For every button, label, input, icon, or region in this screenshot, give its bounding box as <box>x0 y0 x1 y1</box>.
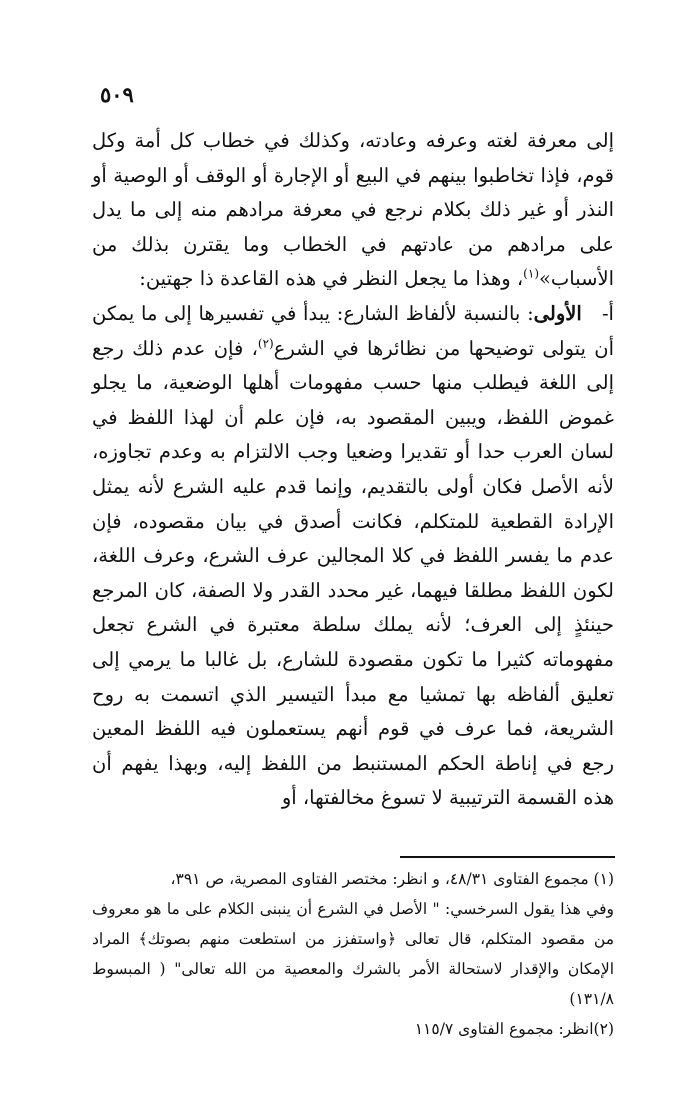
paragraph-1-tail: ، وهذا ما يجعل النظر في هذه القاعدة ذا جهتين: <box>139 267 524 291</box>
paragraph-1-text: إلى معرفة لغته وعرفه وعادته، وكذلك في خطاب كل أمة وكل قوم، فإذا تخاطبوا بينهم في البيع أو الإجارة أو الوقف أو الوصية أو النذر أو غير ذلك بكلام نرجع في معرفة مرادهم منه إلى ما يدل على مرادهم من عادتهم في الخطاب وما يقترن بذلك من الأسباب» <box>92 129 614 291</box>
footnotes <box>92 864 614 1044</box>
footnote-ref-2: (٢) <box>257 336 274 351</box>
page-number: ٥٠٩ <box>100 82 134 107</box>
footnote-2: (٢)انظر: مجموع الفتاوى ١١٥/٧ <box>414 1020 614 1038</box>
paragraph-2-lead: الأولى <box>533 301 582 325</box>
footnote-divider <box>400 856 615 858</box>
paragraph-2-text-a: : بالنسبة لألفاظ الشارع: يبدأ في تفسيرها إلى ما يمكن أن يتولى توضيحها من نظائرها في الشرع <box>92 301 614 360</box>
footnote-1-line-1: (١) مجموع الفتاوى ٤٨/٣١، و انظر: مختصر الفتاوى المصرية، ص ٣٩١، <box>170 870 614 888</box>
paragraph-1 <box>92 124 614 297</box>
list-marker-a: أ- <box>601 301 614 325</box>
paragraph-2 <box>92 297 614 816</box>
footnote-1-line-2: وفي هذا يقول السرخسي: " الأصل في الشرع أن ينبنى الكلام على ما هو معروف من مقصود المتكلم، قال تعالى ﴿واستفزز من استطعت منهم بصوتك﴾ المراد الإمكان والإقدار لاستحالة الأمر بالشرك والمعصية من الله تعالى" ( المبسوط ١٣١/٨) <box>92 900 614 1008</box>
paragraph-2-text-b: ، فإن عدم ذلك رجع إلى اللغة فيطلب منها حسب مفهومات أهلها الوضعية، ما يجلو غموض اللفظ، ويبين المقصود به، فإن علم أن لهذا اللفظ في لسان العرب حدا أو تقديرا وضعيا وجب الالتزام به وعدم تجاوزه، لأنه الأصل فكان أولى بالتقديم، وإنما قدم عليه الشرع لأنه يمثل الإرادة القطعية للمتكلم، فكانت أصدق في بيان مقصوده، فإن عدم ما يفسر اللفظ في كلا المجالين عرف الشرع، وعرف اللغة، لكون اللفظ مطلقا فيهما، غير محدد القدر ولا الصفة، كان المرجع حينئذٍ إلى العرف؛ لأنه يملك سلطة معتبرة في الشرع تجعل مفهوماته كثيرا ما تكون مقصودة للشارع، بل غالبا ما يرمي إلى تعليق ألفاظه بها تمشيا مع مبدأ التيسير الذي اتسمت به روح الشريعة، فما عرف في قوم أنهم يستعملون فيه اللفظ المعين رجع في إناطة الحكم المستنبط من اللفظ إليه، وبهذا يفهم أن هذه القسمة الترتيبية لا تسوغ مخالفتها، أو <box>92 336 614 810</box>
footnote-ref-1: (١) <box>523 266 539 281</box>
body-text <box>92 124 614 816</box>
